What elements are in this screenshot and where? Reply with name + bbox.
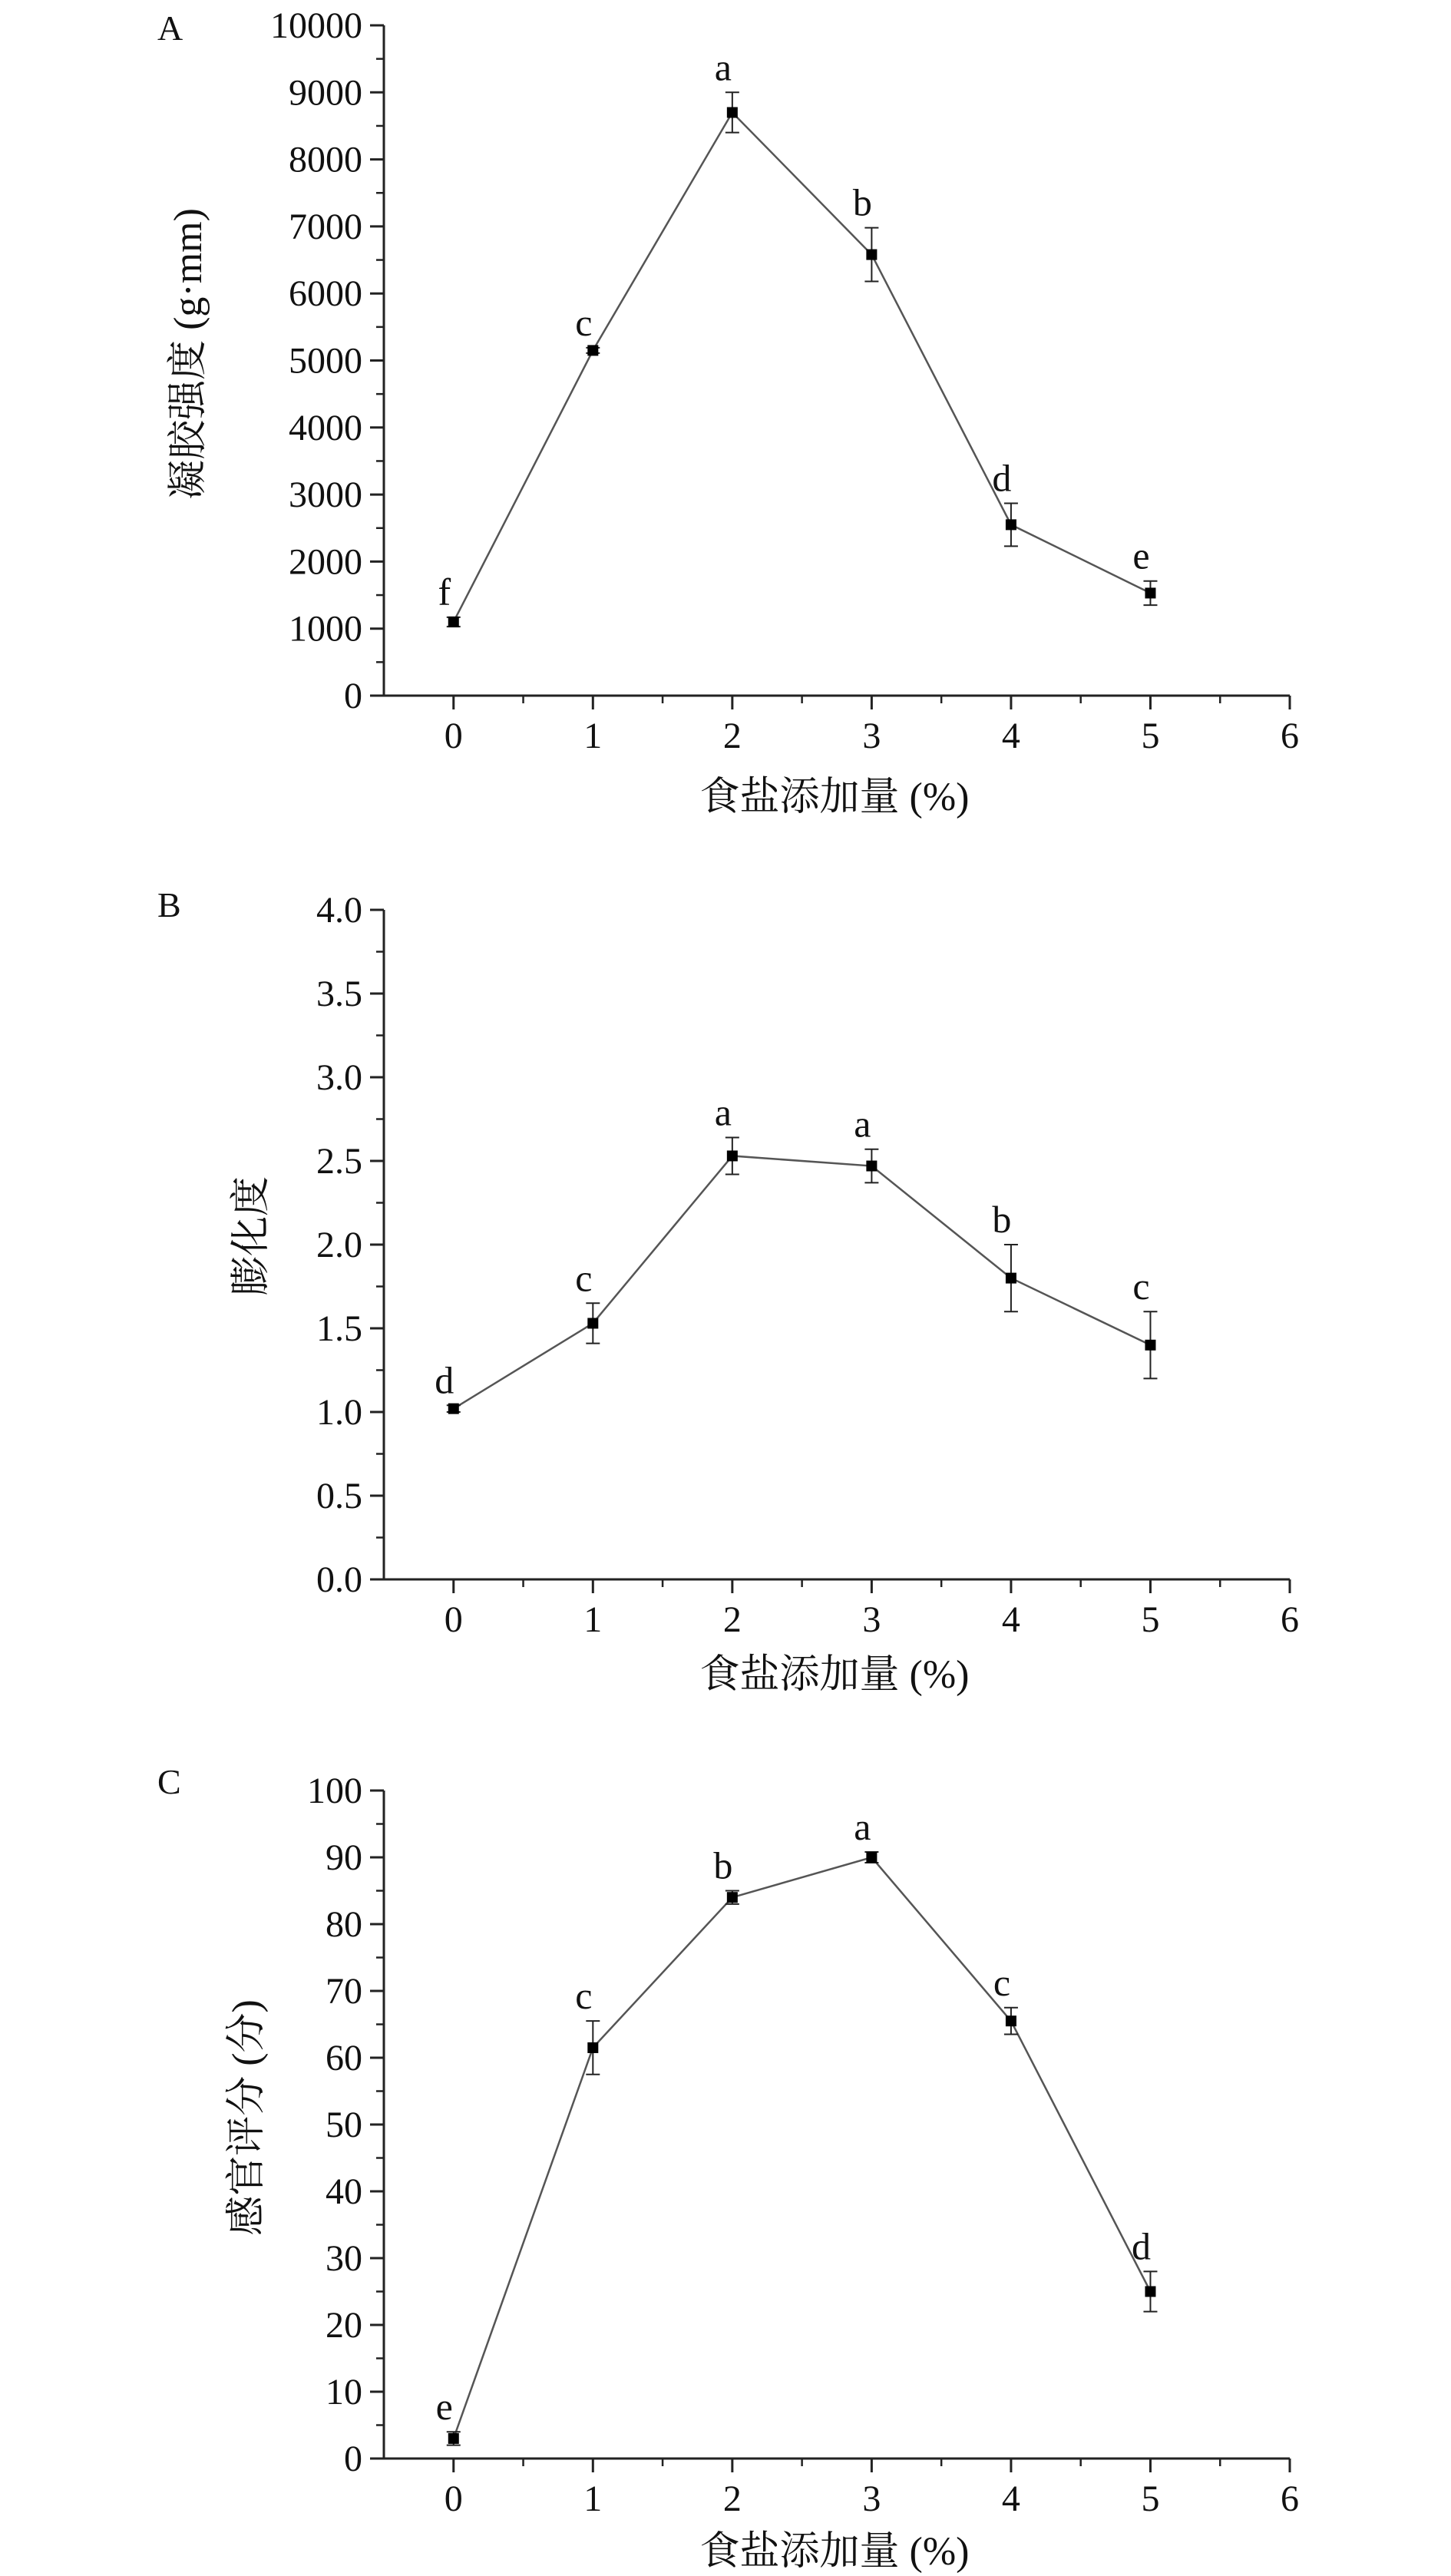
- data-point-b: [448, 1404, 459, 1414]
- x-tick-label-c: 1: [583, 2478, 603, 2519]
- significance-letter-b: c: [575, 1256, 593, 1300]
- data-point-a: [866, 250, 877, 260]
- x-tick-label-b: 0: [444, 1599, 463, 1640]
- y-tick-label-a: 10000: [270, 5, 362, 46]
- y-axis-label-b: 膨化度: [230, 1176, 273, 1297]
- series-line-b: [454, 1156, 1151, 1408]
- y-tick-label-a: 1000: [289, 608, 362, 650]
- data-point-c: [1145, 2287, 1155, 2297]
- y-tick-label-c: 20: [326, 2305, 362, 2346]
- significance-letter-c: d: [1131, 2224, 1151, 2268]
- x-tick-label-c: 3: [862, 2478, 881, 2519]
- data-point-b: [866, 1161, 877, 1172]
- x-axis-label-b: 食盐添加量 (%): [699, 1653, 970, 1697]
- data-point-a: [727, 107, 738, 117]
- x-axis-label-c: 食盐添加量 (%): [699, 2530, 970, 2574]
- y-tick-label-b: 4.0: [316, 890, 362, 931]
- y-tick-label-b: 3.5: [316, 974, 362, 1014]
- data-point-c: [866, 1852, 877, 1863]
- significance-letter-c: a: [854, 1805, 871, 1849]
- x-tick-label-c: 4: [1001, 2478, 1020, 2519]
- panel-label-a: A: [157, 8, 183, 48]
- data-point-c: [448, 2433, 459, 2444]
- y-tick-label-a: 0: [344, 676, 362, 716]
- y-tick-label-b: 0.0: [316, 1559, 362, 1600]
- x-tick-label-a: 5: [1141, 716, 1160, 756]
- y-tick-label-c: 40: [326, 2171, 362, 2212]
- y-tick-label-a: 3000: [289, 475, 362, 516]
- x-axis-label-a: 食盐添加量 (%): [699, 775, 970, 819]
- data-point-b: [587, 1318, 598, 1328]
- y-tick-label-a: 7000: [289, 206, 362, 247]
- y-tick-label-c: 10: [326, 2372, 362, 2412]
- significance-letter-b: b: [992, 1198, 1012, 1241]
- y-tick-label-b: 3.0: [316, 1057, 362, 1098]
- y-tick-label-c: 100: [307, 1771, 362, 1811]
- x-tick-label-c: 0: [444, 2478, 463, 2519]
- significance-letter-a: a: [714, 45, 732, 89]
- panel-b: [157, 885, 1299, 1697]
- y-tick-label-c: 50: [326, 2105, 362, 2145]
- data-point-a: [587, 345, 598, 355]
- y-tick-label-a: 5000: [289, 340, 362, 382]
- x-tick-label-c: 2: [722, 2478, 742, 2519]
- y-tick-label-c: 60: [326, 2038, 362, 2078]
- significance-letter-b: c: [1132, 1265, 1150, 1308]
- panel-label-b: B: [157, 885, 181, 924]
- x-tick-label-a: 4: [1001, 716, 1020, 756]
- x-tick-label-b: 5: [1141, 1599, 1160, 1640]
- significance-letter-c: c: [993, 1960, 1011, 2004]
- data-point-b: [1145, 1340, 1155, 1351]
- x-tick-label-a: 0: [444, 716, 463, 756]
- significance-letter-c: e: [435, 2385, 453, 2429]
- y-tick-label-b: 0.5: [316, 1476, 362, 1516]
- y-tick-label-c: 90: [326, 1837, 362, 1878]
- x-tick-label-a: 3: [862, 716, 881, 756]
- y-tick-label-a: 9000: [289, 72, 362, 114]
- significance-letter-c: b: [713, 1844, 733, 1887]
- significance-letter-a: c: [575, 300, 593, 344]
- data-point-c: [587, 2042, 598, 2053]
- significance-letter-b: a: [854, 1102, 871, 1146]
- y-tick-label-b: 1.5: [316, 1308, 362, 1349]
- x-tick-label-c: 5: [1141, 2478, 1160, 2519]
- data-point-a: [448, 617, 459, 627]
- panel-label-c: C: [157, 1762, 181, 1801]
- y-tick-label-a: 8000: [289, 139, 362, 180]
- series-line-c: [454, 1857, 1151, 2439]
- significance-letter-b: d: [435, 1358, 454, 1402]
- y-tick-label-b: 1.0: [316, 1392, 362, 1433]
- y-tick-label-b: 2.5: [316, 1141, 362, 1182]
- y-tick-label-c: 80: [326, 1904, 362, 1945]
- x-tick-label-b: 2: [722, 1599, 742, 1640]
- y-tick-label-c: 30: [326, 2238, 362, 2279]
- x-tick-label-a: 2: [722, 716, 742, 756]
- x-tick-label-a: 1: [583, 716, 603, 756]
- significance-letter-a: d: [992, 456, 1012, 500]
- y-tick-label-a: 6000: [289, 273, 362, 315]
- data-point-b: [1006, 1273, 1016, 1284]
- x-tick-label-b: 4: [1001, 1599, 1020, 1640]
- significance-letter-c: c: [575, 1974, 593, 2018]
- x-tick-label-a: 6: [1281, 716, 1299, 756]
- y-tick-label-c: 0: [344, 2439, 362, 2479]
- y-tick-label-a: 4000: [289, 407, 362, 448]
- y-tick-label-c: 70: [326, 1971, 362, 2012]
- significance-letter-b: a: [714, 1090, 732, 1134]
- x-tick-label-b: 1: [583, 1599, 603, 1640]
- panel-a: [157, 5, 1299, 819]
- y-tick-label-b: 2.0: [316, 1225, 362, 1265]
- y-axis-label-c: 感官评分 (分): [225, 1999, 269, 2236]
- y-tick-label-a: 2000: [289, 541, 362, 583]
- data-point-b: [727, 1150, 738, 1161]
- data-point-a: [1145, 587, 1155, 598]
- y-axis-label-a: 凝胶强度 (g·mm): [167, 208, 210, 500]
- significance-letter-a: f: [438, 570, 451, 613]
- data-point-c: [1006, 2015, 1016, 2026]
- panel-c: [157, 1762, 1299, 2574]
- x-tick-label-c: 6: [1281, 2478, 1299, 2519]
- x-tick-label-b: 6: [1281, 1599, 1299, 1640]
- x-tick-label-b: 3: [862, 1599, 881, 1640]
- data-point-c: [727, 1892, 738, 1903]
- significance-letter-a: b: [852, 180, 872, 224]
- significance-letter-a: e: [1132, 534, 1150, 577]
- series-line-a: [454, 112, 1151, 621]
- data-point-a: [1006, 519, 1016, 530]
